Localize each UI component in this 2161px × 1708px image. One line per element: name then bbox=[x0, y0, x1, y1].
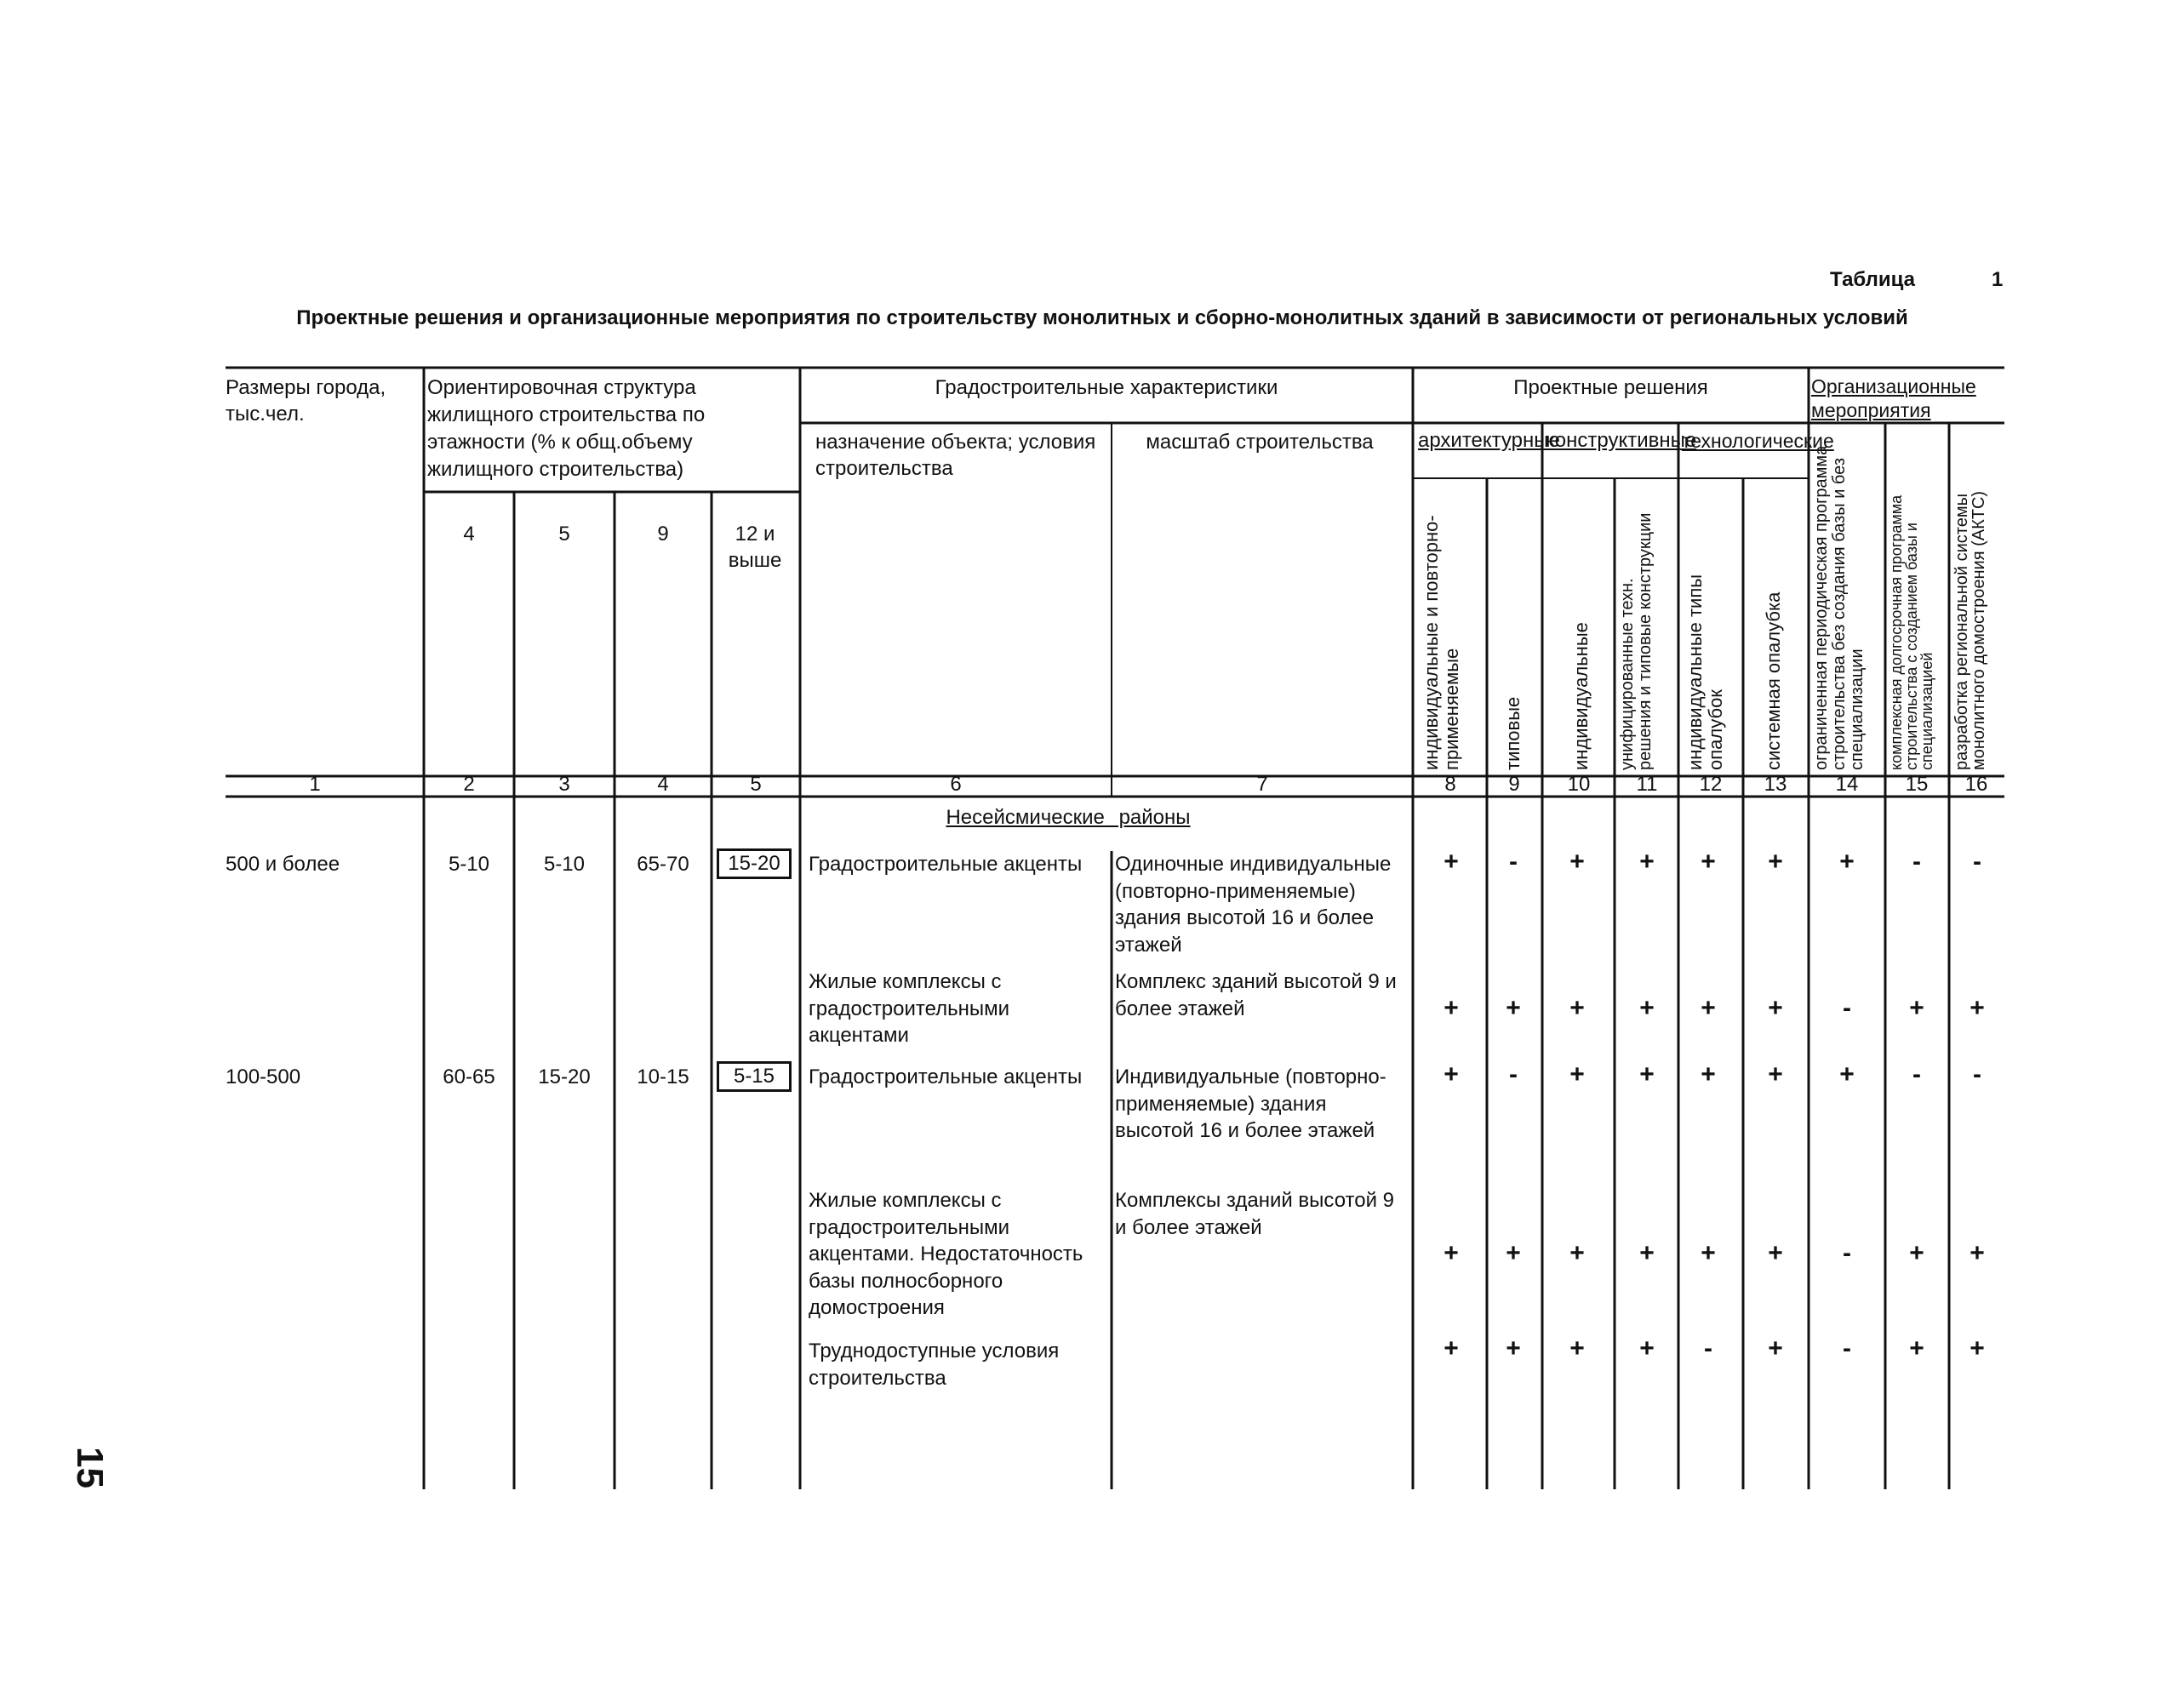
header-floor-12: 12 и выше bbox=[728, 523, 782, 572]
header-urban: Градостроительные характеристики bbox=[935, 376, 1278, 399]
col-number: 1 bbox=[309, 773, 321, 796]
vheader-14: ограниченная периодическая программа строительства без создания базы и без специализации bbox=[1812, 445, 1867, 770]
vheader-16: разработка региональной системы монолитного домостроения (АКТС) bbox=[1952, 490, 1988, 770]
col-number: 7 bbox=[1256, 773, 1268, 796]
plus-mark: + bbox=[1569, 1239, 1585, 1267]
col-number: 10 bbox=[1567, 773, 1591, 796]
header-city-size: Размеры города, тыс.чел. bbox=[226, 376, 386, 426]
plus-mark: + bbox=[1768, 848, 1783, 876]
percent-5-cell: 15-20 bbox=[538, 1065, 591, 1088]
plus-mark: + bbox=[1444, 1060, 1459, 1088]
col-number: 13 bbox=[1764, 773, 1787, 796]
purpose-cell: Жилые комплексы с градостроительными акцентами bbox=[809, 970, 1010, 1047]
percent-12-boxed-cell: 15-20 bbox=[717, 848, 792, 879]
scale-cell: Одиночные индивидуальные (повторно-применяемые) здания высотой 16 и более этажей bbox=[1115, 853, 1392, 957]
minus-mark: - bbox=[1912, 848, 1921, 876]
minus-mark: - bbox=[1509, 848, 1518, 876]
percent-9-cell: 10-15 bbox=[637, 1065, 689, 1088]
col-number: 9 bbox=[1508, 773, 1520, 796]
plus-mark: + bbox=[1639, 848, 1655, 876]
header-scale: масштаб строительства bbox=[1146, 431, 1374, 454]
plus-mark: + bbox=[1909, 1334, 1924, 1362]
city-size-cell: 100-500 bbox=[226, 1065, 301, 1088]
plus-mark: + bbox=[1768, 1334, 1783, 1362]
plus-mark: + bbox=[1639, 1239, 1655, 1267]
vheader-9: типовые bbox=[1502, 696, 1524, 770]
plus-mark: + bbox=[1701, 994, 1716, 1022]
vheader-10: индивидуальные bbox=[1570, 622, 1592, 770]
col-number: 14 bbox=[1835, 773, 1859, 796]
plus-mark: + bbox=[1701, 1239, 1716, 1267]
plus-mark: + bbox=[1839, 848, 1855, 876]
purpose-cell: Градостроительные акценты bbox=[809, 1065, 1083, 1088]
scale-cell: Индивидуальные (повторно-применяемые) здания высотой 16 и более этажей bbox=[1115, 1065, 1386, 1142]
col-number: 15 bbox=[1905, 773, 1929, 796]
table-label: Таблица bbox=[1830, 268, 1916, 291]
header-floor-5: 5 bbox=[558, 523, 570, 546]
city-size-cell: 500 и более bbox=[226, 853, 340, 876]
scale-cell: Комплекс зданий высотой 9 и более этажей bbox=[1115, 970, 1397, 1020]
header-constr: конструктивные bbox=[1546, 429, 1697, 452]
minus-mark: - bbox=[1843, 1334, 1851, 1362]
col-number: 8 bbox=[1444, 773, 1456, 796]
plus-mark: + bbox=[1506, 1334, 1521, 1362]
plus-mark: + bbox=[1701, 848, 1716, 876]
percent-4-cell: 5-10 bbox=[448, 853, 490, 876]
plus-mark: + bbox=[1569, 1060, 1585, 1088]
plus-mark: + bbox=[1444, 848, 1459, 876]
plus-mark: + bbox=[1506, 1239, 1521, 1267]
col-number: 2 bbox=[463, 773, 475, 796]
table-title: Проектные решения и организационные мероприятия по строительству монолитных и сборно-монолитных зданий в зависимости от региональных условий bbox=[296, 306, 1908, 329]
vheader-13: системная опалубка bbox=[1763, 591, 1784, 770]
col-number: 5 bbox=[750, 773, 762, 796]
plus-mark: + bbox=[1969, 1239, 1985, 1267]
plus-mark: + bbox=[1839, 1060, 1855, 1088]
vheader-12: индивидуальные типы опалубок bbox=[1684, 574, 1726, 770]
page-number: 15 bbox=[69, 1447, 111, 1488]
minus-mark: - bbox=[1509, 1060, 1518, 1088]
purpose-cell: Труднодоступные условия строительства bbox=[809, 1340, 1060, 1390]
plus-mark: + bbox=[1768, 994, 1783, 1022]
plus-mark: + bbox=[1909, 994, 1924, 1022]
plus-mark: + bbox=[1444, 1334, 1459, 1362]
minus-mark: - bbox=[1973, 848, 1981, 876]
plus-mark: + bbox=[1909, 1239, 1924, 1267]
plus-mark: + bbox=[1444, 1239, 1459, 1267]
plus-mark: + bbox=[1639, 994, 1655, 1022]
minus-mark: - bbox=[1912, 1060, 1921, 1088]
header-arch: архитектурные bbox=[1418, 429, 1560, 452]
plus-mark: + bbox=[1969, 1334, 1985, 1362]
plus-mark: + bbox=[1444, 994, 1459, 1022]
header-org: Организационные мероприятия bbox=[1811, 375, 1976, 421]
col-number: 12 bbox=[1699, 773, 1723, 796]
plus-mark: + bbox=[1569, 1334, 1585, 1362]
header-design: Проектные решения bbox=[1513, 376, 1708, 399]
plus-mark: + bbox=[1768, 1239, 1783, 1267]
scale-cell: Комплексы зданий высотой 9 и более этажей bbox=[1115, 1189, 1395, 1239]
vheader-8: индивидуальные и повторно-применяемые bbox=[1421, 515, 1462, 770]
minus-mark: - bbox=[1843, 994, 1851, 1022]
percent-5-cell: 5-10 bbox=[543, 853, 586, 876]
table-number: 1 bbox=[1992, 268, 2004, 291]
col-number: 11 bbox=[1636, 773, 1658, 796]
header-floor-4: 4 bbox=[463, 523, 475, 546]
header-floor-9: 9 bbox=[657, 523, 669, 546]
percent-9-cell: 65-70 bbox=[637, 853, 689, 876]
plus-mark: + bbox=[1969, 994, 1985, 1022]
plus-mark: + bbox=[1569, 848, 1585, 876]
plus-mark: + bbox=[1701, 1060, 1716, 1088]
minus-mark: - bbox=[1704, 1334, 1712, 1362]
col-number: 3 bbox=[558, 773, 570, 796]
header-tech: технологические bbox=[1682, 430, 1834, 452]
vheader-11: унифицированные техн. решения и типовые конструкции bbox=[1618, 512, 1655, 770]
vheader-15: комплексная долгосрочная программа строительства с созданием базы и специализацией bbox=[1888, 494, 1935, 770]
section-title: Несейсмические районы bbox=[946, 806, 1191, 829]
plus-mark: + bbox=[1639, 1334, 1655, 1362]
col-number: 6 bbox=[950, 773, 962, 796]
percent-4-cell: 60-65 bbox=[443, 1065, 495, 1088]
plus-mark: + bbox=[1569, 994, 1585, 1022]
col-number: 4 bbox=[657, 773, 669, 796]
header-purpose: назначение объекта; условия строительства bbox=[815, 431, 1096, 480]
plus-mark: + bbox=[1506, 994, 1521, 1022]
col-number: 16 bbox=[1964, 773, 1988, 796]
plus-mark: + bbox=[1639, 1060, 1655, 1088]
plus-mark: + bbox=[1768, 1060, 1783, 1088]
minus-mark: - bbox=[1973, 1060, 1981, 1088]
purpose-cell: Градостроительные акценты bbox=[809, 853, 1083, 876]
percent-12-boxed-cell: 5-15 bbox=[717, 1061, 792, 1092]
minus-mark: - bbox=[1843, 1239, 1851, 1267]
purpose-cell: Жилые комплексы с градостроительными акцентами. Недостаточность базы полносборного домостроения bbox=[809, 1189, 1083, 1319]
header-structure: Ориентировочная структура жилищного строительства по этажности (% к общ.объему жилищного строительства) bbox=[427, 376, 706, 481]
